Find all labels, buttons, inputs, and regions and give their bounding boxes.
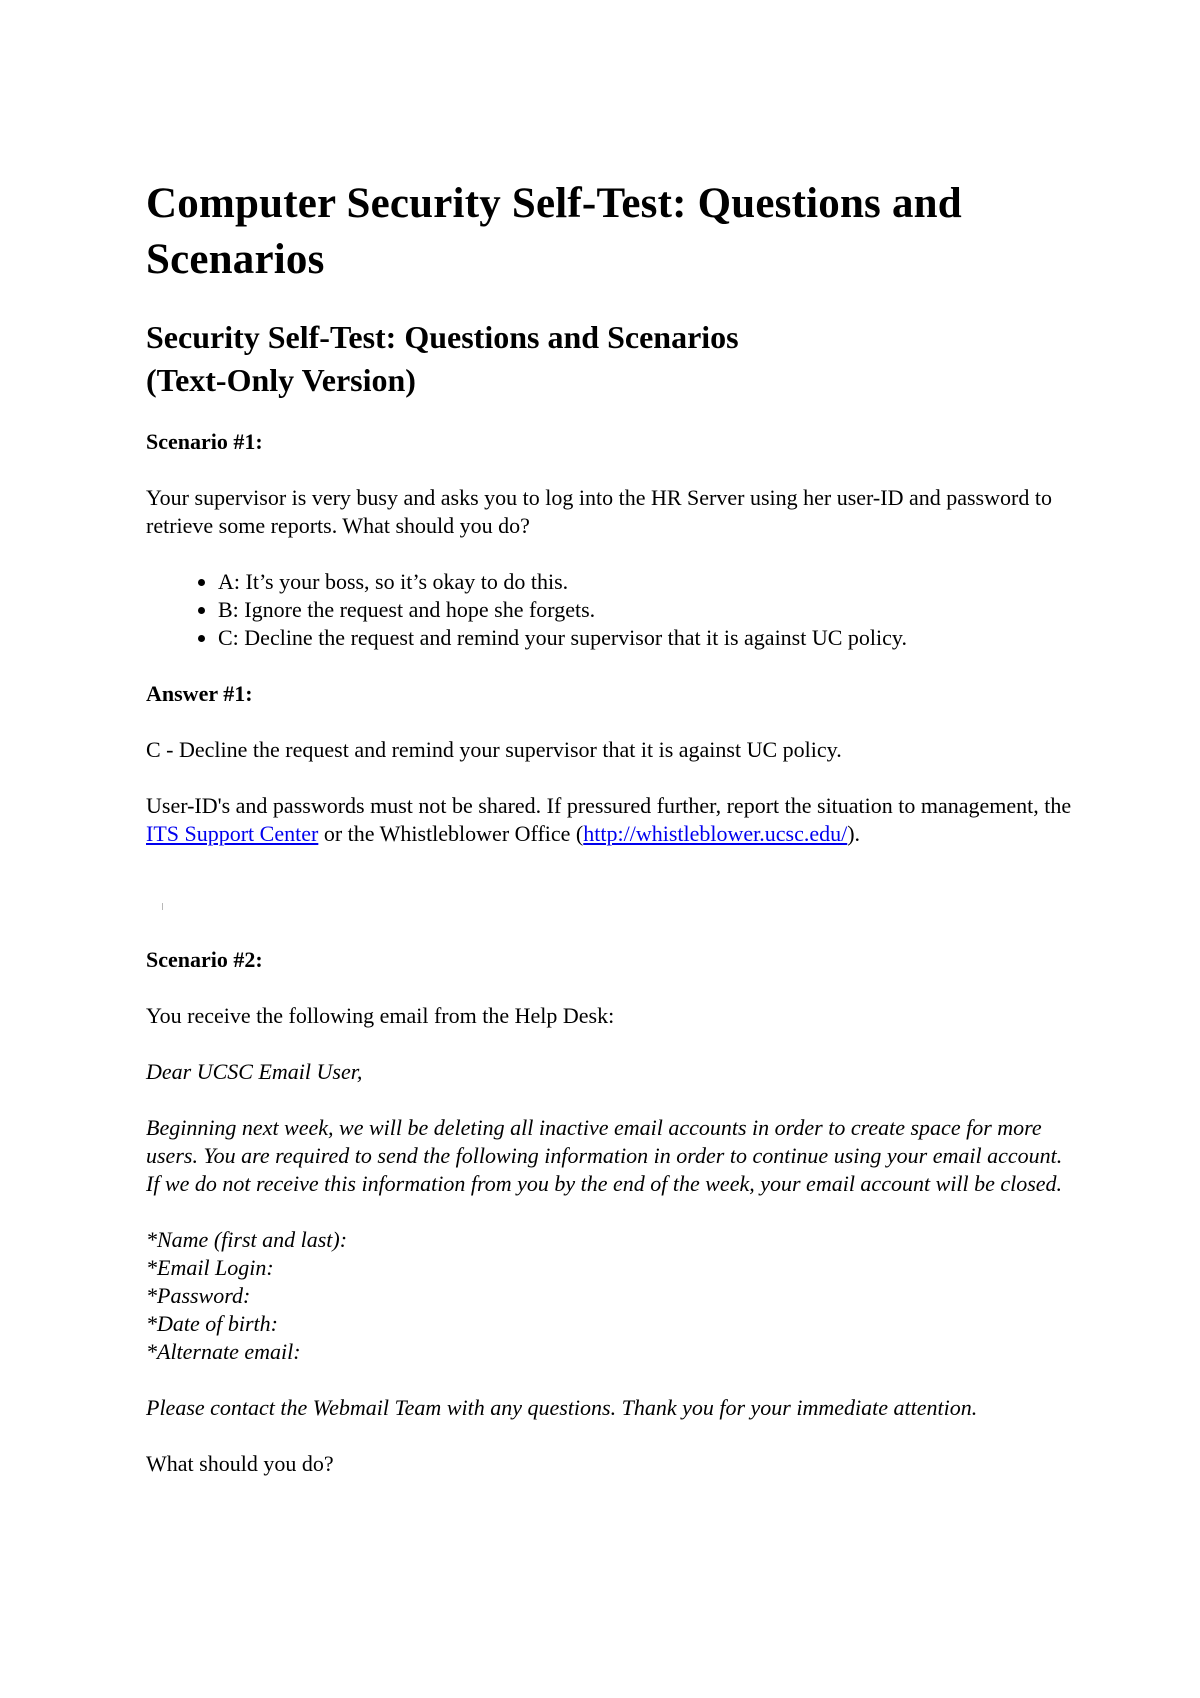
explanation-text-end: ). [847,821,861,846]
email-fields [146,1226,1076,1366]
scenario-2-label: Scenario #2: [146,947,263,972]
field-alternate-email: *Alternate email: [146,1339,301,1364]
field-password: *Password: [146,1283,251,1308]
explanation-text-middle: or the Whistleblower Office ( [318,821,584,846]
answer-1-label: Answer #1: [146,681,253,706]
email-greeting: Dear UCSC Email User, [146,1059,363,1084]
subtitle-line-2: (Text-Only Version) [146,362,416,398]
page-subtitle [146,316,1076,402]
scenario-2-intro: You receive the following email from the Help Desk: [146,1003,615,1028]
whistleblower-link[interactable]: http://whistleblower.ucsc.edu/ [583,821,848,846]
its-support-center-link[interactable]: ITS Support Center [146,821,319,846]
scenario-1-question: Your supervisor is very busy and asks you to log into the HR Server using her user-ID and password to retrieve some reports. What should you do? [146,485,1052,538]
page-title: Computer Security Self-Test: Questions and Scenarios [146,180,962,283]
document-page [146,176,1076,1506]
email-closing: Please contact the Webmail Team with any questions. Thank you for your immediate attention. [146,1395,978,1420]
scenario-1-label: Scenario #1: [146,429,263,454]
section-spacer [146,876,1076,946]
field-name: *Name (first and last): [146,1227,348,1252]
stray-mark [162,903,163,910]
scenario-2-question: What should you do? [146,1451,334,1476]
email-body: Beginning next week, we will be deleting all inactive email accounts in order to create space for more users. You are required to send the following information in order to continue using your email account. If we do not receive this information from you by the end of the week, your email account will be closed. [146,1115,1063,1196]
answer-1-text: C - Decline the request and remind your supervisor that it is against UC policy. [146,737,842,762]
field-email-login: *Email Login: [146,1255,274,1280]
answer-1-explanation [146,792,1076,848]
field-date-of-birth: *Date of birth: [146,1311,278,1336]
explanation-text-start: User-ID's and passwords must not be shared. If pressured further, report the situation to management, the [146,793,1072,818]
option-a: • A: It’s your boss, so it’s okay to do this. [218,568,1076,596]
option-c: • C: Decline the request and remind your supervisor that it is against UC policy. [218,624,1076,652]
subtitle-line-1: Security Self-Test: Questions and Scenarios [146,319,739,355]
scenario-1-options [146,568,1076,652]
option-b: • B: Ignore the request and hope she forgets. [218,596,1076,624]
